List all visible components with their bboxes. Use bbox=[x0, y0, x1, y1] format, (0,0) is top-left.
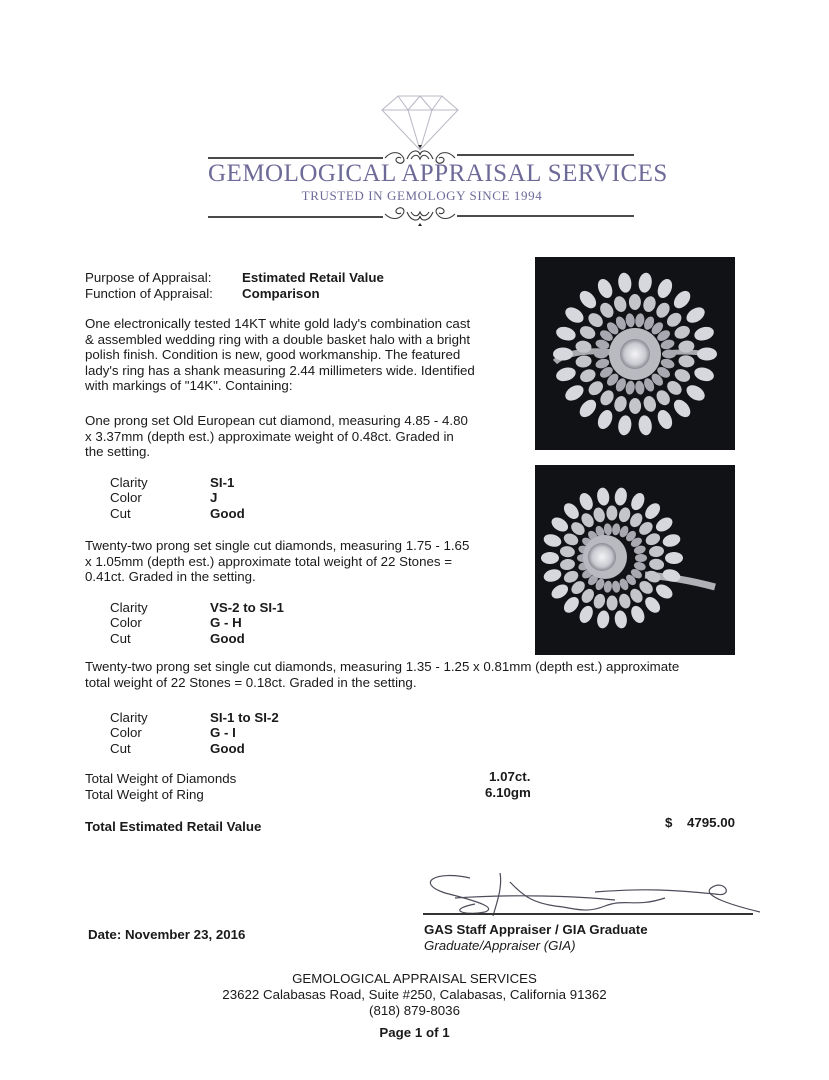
total-ring-weight-label: Total Weight of Ring bbox=[85, 787, 204, 802]
header-rule-bottom-left bbox=[208, 216, 383, 218]
halo-stone bbox=[614, 610, 628, 630]
stone-line: Twenty-two prong set single cut diamonds, measuring 1.35 - 1.25 x 0.81mm (depth est.) approximate bbox=[85, 659, 680, 674]
ring-image bbox=[535, 257, 735, 450]
company-tagline: TRUSTED IN GEMOLOGY SINCE 1994 bbox=[301, 188, 543, 203]
halo-stone bbox=[606, 505, 617, 520]
halo-stone bbox=[648, 558, 664, 571]
halo-stone bbox=[596, 610, 610, 630]
halo-stone bbox=[617, 592, 632, 610]
ring-photo-top-view bbox=[535, 257, 735, 450]
halo-stone bbox=[648, 545, 664, 558]
halo-stone bbox=[671, 397, 694, 421]
halo-stone bbox=[673, 367, 693, 385]
halo-stone bbox=[655, 277, 675, 301]
footer-company: GEMOLOGICAL APPRAISAL SERVICES bbox=[292, 971, 537, 986]
item-description bbox=[85, 316, 475, 394]
halo-stone bbox=[625, 380, 636, 395]
halo-stone bbox=[576, 397, 599, 421]
halo-inner-stones-description bbox=[85, 538, 469, 585]
halo-stone bbox=[542, 532, 563, 549]
stone-line: the setting. bbox=[85, 444, 151, 460]
halo-stone bbox=[559, 545, 575, 558]
total-diamond-weight-value: 1.07ct. bbox=[489, 769, 531, 784]
halo-stone bbox=[637, 272, 653, 294]
total-retail-value-amount: 4795.00 bbox=[687, 815, 736, 830]
halo-stone bbox=[577, 491, 595, 512]
halo-stone bbox=[655, 408, 675, 432]
halo-stone bbox=[684, 382, 708, 404]
halo-stone bbox=[634, 380, 645, 395]
halo-stone bbox=[693, 325, 716, 343]
halo-stone bbox=[672, 324, 692, 342]
footer-address: 23622 Calabasas Road, Suite #250, Calabasas, California 91362 bbox=[222, 987, 607, 1002]
halo-stone bbox=[642, 500, 663, 521]
grade-label: Color bbox=[110, 615, 142, 630]
grade-label: Cut bbox=[110, 741, 131, 756]
halo-stone bbox=[665, 552, 683, 564]
halo-stone bbox=[613, 395, 629, 414]
header-rule-top-left bbox=[208, 157, 383, 159]
halo-stone bbox=[642, 594, 663, 615]
grade-value: Good bbox=[210, 506, 245, 521]
halo-stone bbox=[592, 506, 607, 524]
halo-stone bbox=[629, 398, 641, 414]
grade-value: Good bbox=[210, 741, 245, 756]
total-diamond-weight-label: Total Weight of Diamonds bbox=[85, 771, 237, 786]
grade-label: Color bbox=[110, 490, 142, 505]
grade-label: Clarity bbox=[110, 710, 148, 725]
halo-stone bbox=[607, 595, 618, 610]
purpose-value: Estimated Retail Value bbox=[242, 270, 384, 285]
halo-stone bbox=[642, 295, 658, 314]
halo-stone bbox=[693, 365, 716, 383]
halo-outer-stones-description bbox=[85, 659, 679, 690]
page-number: Page 1 of 1 bbox=[379, 1025, 450, 1040]
ring-photo-angled-view bbox=[535, 465, 735, 655]
grade-value: G - I bbox=[210, 725, 236, 740]
ring-image bbox=[535, 465, 735, 655]
grade-value: G - H bbox=[210, 615, 242, 630]
grade-value: J bbox=[210, 490, 218, 505]
halo-stone bbox=[603, 580, 613, 593]
total-ring-weight-value: 6.10gm bbox=[485, 785, 531, 800]
appraisal-date: Date: November 23, 2016 bbox=[88, 927, 246, 942]
halo-stone bbox=[578, 367, 598, 385]
halo-stone bbox=[578, 324, 598, 342]
halo-stone bbox=[561, 594, 582, 615]
halo-stone bbox=[684, 304, 708, 326]
halo-stone bbox=[634, 313, 645, 328]
halo-stone bbox=[553, 348, 573, 361]
company-name-heading: GEMOLOGICAL APPRAISAL SERVICES bbox=[208, 160, 668, 187]
halo-stone bbox=[611, 580, 621, 593]
halo-stone bbox=[625, 313, 636, 328]
appraiser-title: GAS Staff Appraiser / GIA Graduate bbox=[424, 922, 648, 937]
halo-stone bbox=[595, 277, 615, 301]
halo-stone bbox=[576, 288, 599, 312]
stone-line: Twenty-two prong set single cut diamonds, measuring 1.75 - 1.65 bbox=[85, 538, 470, 553]
header-rule-top-right bbox=[457, 154, 634, 156]
grade-label: Cut bbox=[110, 631, 131, 646]
halo-stone bbox=[614, 487, 628, 507]
currency-symbol: $ bbox=[665, 815, 673, 830]
halo-stone bbox=[611, 523, 621, 536]
description-line: lady's ring has a shank measuring 2.44 millimeters wide. Identified bbox=[85, 362, 475, 378]
ornament-scroll-icon bbox=[383, 204, 457, 226]
purpose-label: Purpose of Appraisal: bbox=[85, 270, 212, 285]
grade-label: Clarity bbox=[110, 475, 148, 490]
description-line: with markings of "14K". Containing: bbox=[85, 378, 293, 394]
halo-stone bbox=[629, 491, 647, 512]
halo-stone bbox=[662, 350, 676, 359]
halo-stone bbox=[542, 567, 563, 584]
halo-stone bbox=[629, 604, 647, 625]
stone-line: 0.41ct. Graded in the setting. bbox=[85, 569, 256, 585]
description-line: polish finish. Condition is new, good workmanship. The featured bbox=[85, 347, 461, 363]
stone-line: x 3.37mm (depth est.) approximate weight of 0.48ct. Graded in bbox=[85, 428, 454, 444]
total-retail-value-label: Total Estimated Retail Value bbox=[85, 819, 262, 834]
description-line: One electronically tested 14KT white gold lady's combination cast bbox=[85, 316, 471, 331]
appraiser-signature bbox=[415, 868, 760, 918]
halo-stone bbox=[612, 295, 628, 314]
stone-line: One prong set Old European cut diamond, measuring 4.85 - 4.80 bbox=[85, 413, 468, 428]
halo-stone bbox=[559, 558, 575, 571]
halo-stone bbox=[577, 604, 595, 625]
function-value: Comparison bbox=[242, 286, 320, 301]
halo-stone bbox=[653, 515, 675, 535]
grade-label: Cut bbox=[110, 506, 131, 521]
halo-stone bbox=[594, 350, 608, 359]
halo-stone bbox=[562, 304, 586, 326]
halo-stone bbox=[697, 348, 717, 361]
halo-stone bbox=[595, 408, 615, 432]
halo-stone bbox=[549, 582, 571, 602]
stone-line: x 1.05mm (depth est.) approximate total weight of 22 Stones = bbox=[85, 553, 452, 569]
footer-phone: (818) 879-8036 bbox=[369, 1003, 460, 1018]
halo-stone bbox=[617, 272, 633, 294]
function-label: Function of Appraisal: bbox=[85, 286, 213, 301]
description-line: & assembled wedding ring with a double basket halo with a bright bbox=[85, 331, 471, 347]
halo-stone bbox=[617, 506, 632, 523]
halo-stone bbox=[603, 523, 613, 536]
center-stone-description bbox=[85, 413, 468, 460]
header-rule-bottom-right bbox=[457, 215, 634, 217]
grade-label: Color bbox=[110, 725, 142, 740]
halo-stone bbox=[541, 552, 559, 564]
halo-stone bbox=[661, 532, 682, 549]
halo-stone bbox=[592, 592, 607, 609]
grade-value: Good bbox=[210, 631, 245, 646]
halo-stone bbox=[617, 414, 633, 436]
halo-stone bbox=[642, 395, 658, 414]
halo-stone bbox=[554, 325, 577, 343]
signature-line bbox=[423, 913, 753, 915]
halo-stone bbox=[561, 500, 582, 521]
halo-stone bbox=[653, 582, 675, 602]
halo-stone bbox=[629, 294, 641, 310]
grade-label: Clarity bbox=[110, 600, 148, 615]
halo-stone bbox=[635, 554, 647, 562]
halo-stone bbox=[554, 365, 577, 383]
halo-stone bbox=[637, 414, 653, 436]
halo-stone bbox=[671, 288, 694, 312]
halo-stone bbox=[678, 354, 696, 368]
stone-line: total weight of 22 Stones = 0.18ct. Graded in the setting. bbox=[85, 674, 417, 690]
halo-stone bbox=[549, 515, 571, 535]
halo-stone bbox=[562, 382, 586, 404]
appraiser-credential: Graduate/Appraiser (GIA) bbox=[424, 938, 576, 953]
grade-value: VS-2 to SI-1 bbox=[210, 600, 284, 615]
halo-stone bbox=[575, 354, 593, 368]
halo-stone bbox=[596, 487, 610, 507]
grade-value: SI-1 to SI-2 bbox=[210, 710, 279, 725]
grade-value: SI-1 bbox=[210, 475, 235, 490]
diamond-logo-icon bbox=[380, 90, 460, 152]
